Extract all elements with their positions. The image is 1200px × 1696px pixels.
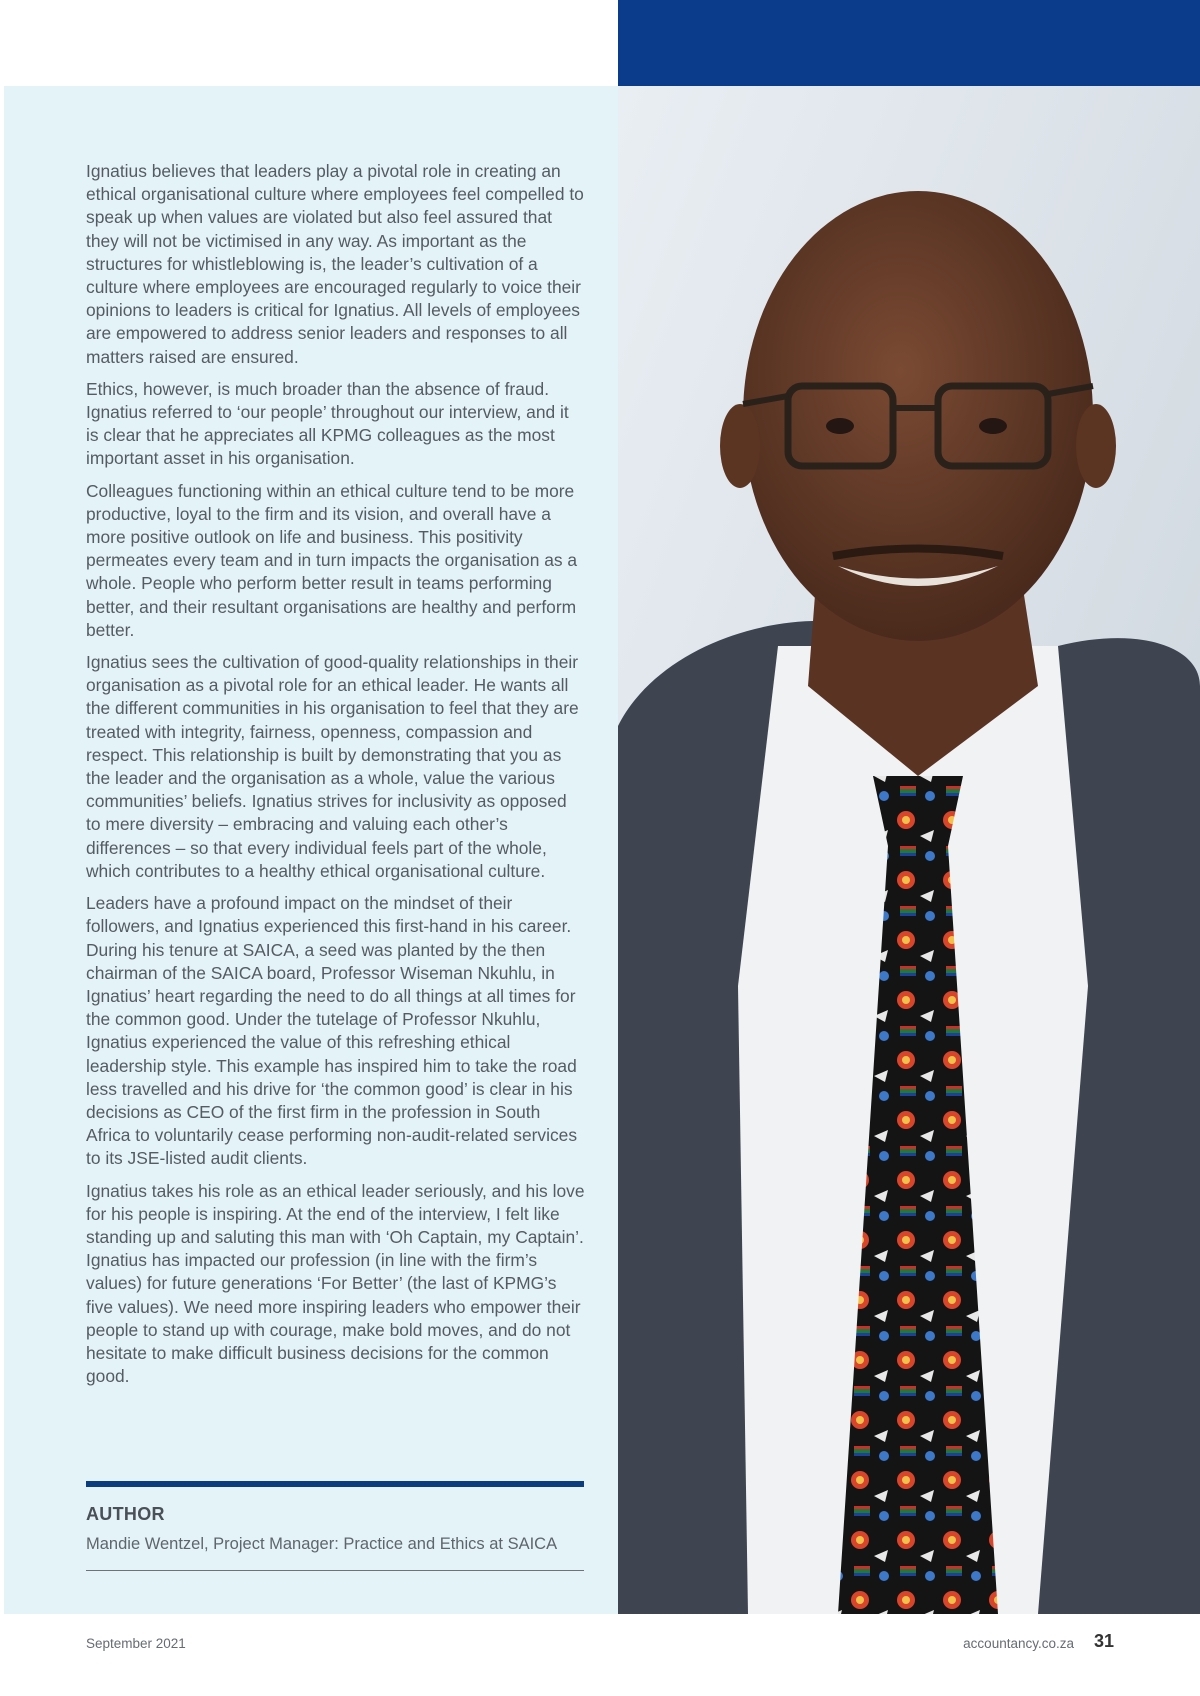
article-body (86, 160, 586, 1397)
portrait-photo (618, 86, 1200, 1614)
article-paragraph: Ignatius believes that leaders play a pivotal role in creating an ethical organisational culture where employees feel compelled to speak up when values are violated but also feel assured that they will not be victimised in any way. As important as the structures for whistleblowing is, the leader’s cultivation of a culture where employees are encouraged regularly to voice their opinions to leaders is critical for Ignatius. All levels of employees are empowered to address senior leaders and responses to all matters raised are ensured. (86, 161, 584, 367)
article-paragraph: Ethics, however, is much broader than the absence of fraud. Ignatius referred to ‘our people’ throughout our interview, and it is clear that he appreciates all KPMG colleagues as the most important asset in his organisation. (86, 378, 569, 469)
footer-site: accountancy.co.za (963, 1636, 1074, 1651)
author-bottom-divider (86, 1570, 584, 1571)
author-name: Mandie Wentzel, Project Manager: Practice and Ethics at SAICA (86, 1535, 558, 1553)
author-divider (86, 1481, 584, 1487)
footer-date: September 2021 (86, 1636, 186, 1651)
header-color-bar (618, 0, 1200, 86)
article-paragraph: Colleagues functioning within an ethical culture tend to be more productive, loyal to the firm and its vision, and overall have a more positive outlook on life and business. This positivity permeates every team and in turn impacts the organisation as a whole. People who perform better result in teams performing better, and their resultant organisations are healthy and perform better. (86, 480, 578, 640)
page-number: 31 (1093, 1631, 1114, 1651)
article-paragraph: Ignatius sees the cultivation of good-quality relationships in their organisation as a pivotal role for an ethical leader. He wants all the different communities in his organisation to feel that they are treated with integrity, fairness, openness, compassion and respect. This relationship is built by demonstrating that you as the leader and the organisation as a whole, value the various communities’ beliefs. Ignatius strives for inclusivity as opposed to mere diversity – embracing and valuing each other’s differences – so that every individual feels part of the whole, which contributes to a healthy ethical organisational culture. (86, 652, 579, 881)
author-heading: AUTHOR (86, 1504, 165, 1524)
article-paragraph: Ignatius takes his role as an ethical leader seriously, and his love for his people is inspiring. At the end of the interview, I felt like standing up and saluting this man with ‘Oh Captain, my Captain’. Ignatius has impacted our profession (in line with the firm’s values) for future generations ‘For Better’ (the last of KPMG’s five values). We need more inspiring leaders who empower their people to stand up with courage, make bold moves, and do not hesitate to make difficult business decisions for the common good. (86, 1180, 585, 1387)
article-paragraph: Leaders have a profound impact on the mindset of their followers, and Ignatius experienced this first-hand in his career. During his tenure at SAICA, a seed was planted by the then chairman of the SAICA board, Professor Wiseman Nkuhlu, in Ignatius’ heart regarding the need to do all things at all times for the common good. Under the tutelage of Professor Nkuhlu, Ignatius experienced the value of this refreshing ethical leadership style. This example has inspired him to take the road less travelled and his drive for ‘the common good’ is clear in his decisions as CEO of the first firm in the profession in South Africa to voluntarily cease performing non-audit-related services to its JSE-listed audit clients. (86, 893, 578, 1169)
